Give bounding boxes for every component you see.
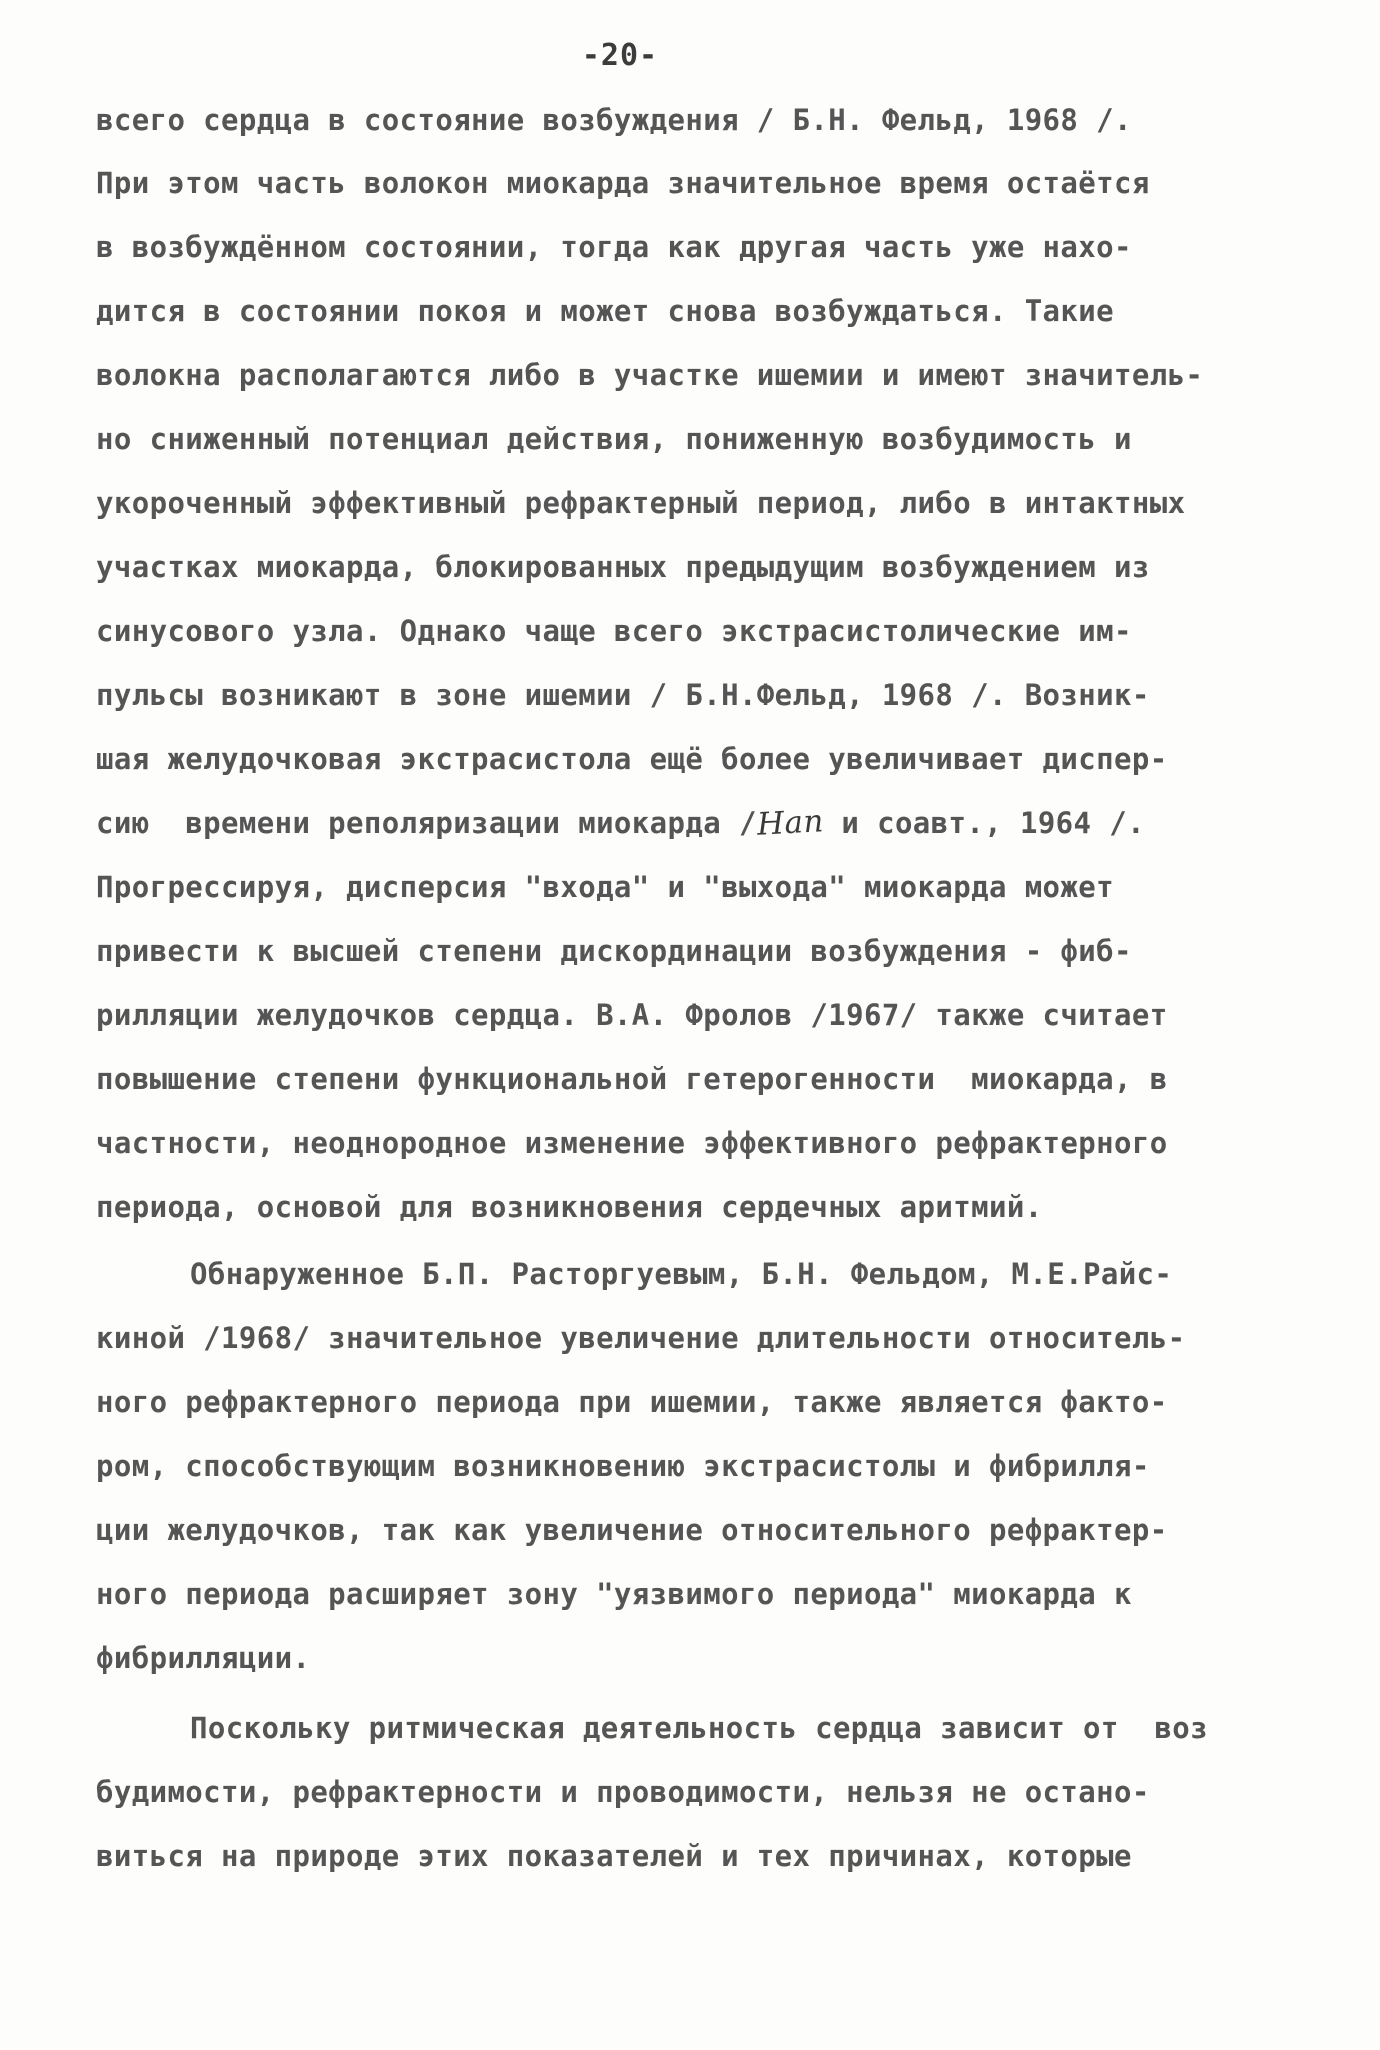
text-line: дится в состоянии покоя и может снова возбуждаться. Такие: [96, 294, 1114, 328]
text-line: ного рефрактерного периода при ишемии, также является факто-: [96, 1385, 1168, 1419]
citation-after: и соавт., 1964 /.: [823, 806, 1145, 840]
citation-before: сию времени реполяризации миокарда /: [96, 806, 757, 840]
text-line: но сниженный потенциал действия, пониженную возбудимость и: [96, 422, 1132, 456]
text-line: привести к высшей степени дискординации возбуждения - фиб-: [96, 934, 1132, 968]
text-line: синусового узла. Однако чаще всего экстрасистолические им-: [96, 614, 1132, 648]
text-line: волокна располагаются либо в участке ишемии и имеют значитель-: [96, 358, 1204, 392]
text-line: периода, основой для возникновения сердечных аритмий.: [96, 1190, 1043, 1224]
text-line: ного периода расширяет зону "уязвимого периода" миокарда к: [96, 1577, 1132, 1611]
text-line: в возбуждённом состоянии, тогда как другая часть уже нахо-: [96, 230, 1132, 264]
text-line: повышение степени функциональной гетерогенности миокарда, в: [96, 1062, 1168, 1096]
text-line: Обнаруженное Б.П. Расторгуевым, Б.Н. Фельдом, М.Е.Райс-: [190, 1257, 1173, 1291]
text-line: виться на природе этих показателей и тех причинах, которые: [96, 1839, 1132, 1873]
text-line: частности, неоднородное изменение эффективного рефрактерного: [96, 1126, 1168, 1160]
text-line: Прогрессируя, дисперсия "входа" и "выхода" миокарда может: [96, 870, 1114, 904]
text-line: рилляции желудочков сердца. В.А. Фролов /1967/ также считает: [96, 998, 1168, 1032]
handwritten-author: Han: [755, 803, 825, 843]
text-line: ром, способствующим возникновению экстрасистолы и фибрилля-: [96, 1449, 1150, 1483]
text-line: Поскольку ритмическая деятельность сердца зависит от воз: [190, 1711, 1208, 1745]
text-line: будимости, рефрактерности и проводимости, нельзя не остано-: [96, 1775, 1150, 1809]
text-line: ции желудочков, так как увеличение относительного рефрактер-: [96, 1513, 1168, 1547]
text-line: всего сердца в состояние возбуждения / Б.Н. Фельд, 1968 /.: [96, 103, 1132, 137]
text-line: укороченный эффективный рефрактерный период, либо в интактных: [96, 486, 1186, 520]
text-line: участках миокарда, блокированных предыдущим возбуждением из: [96, 550, 1150, 584]
text-line: пульсы возникают в зоне ишемии / Б.Н.Фельд, 1968 /. Возник-: [96, 678, 1150, 712]
text-line: шая желудочковая экстрасистола ещё более увеличивает диспер-: [96, 742, 1168, 776]
text-line: фибрилляции.: [96, 1641, 311, 1675]
text-line: киной /1968/ значительное увеличение длительности относитель-: [96, 1321, 1186, 1355]
page-number: -20-: [581, 38, 659, 73]
citation-line: [96, 803, 1145, 843]
text-line: При этом часть волокон миокарда значительное время остаётся: [96, 166, 1150, 200]
